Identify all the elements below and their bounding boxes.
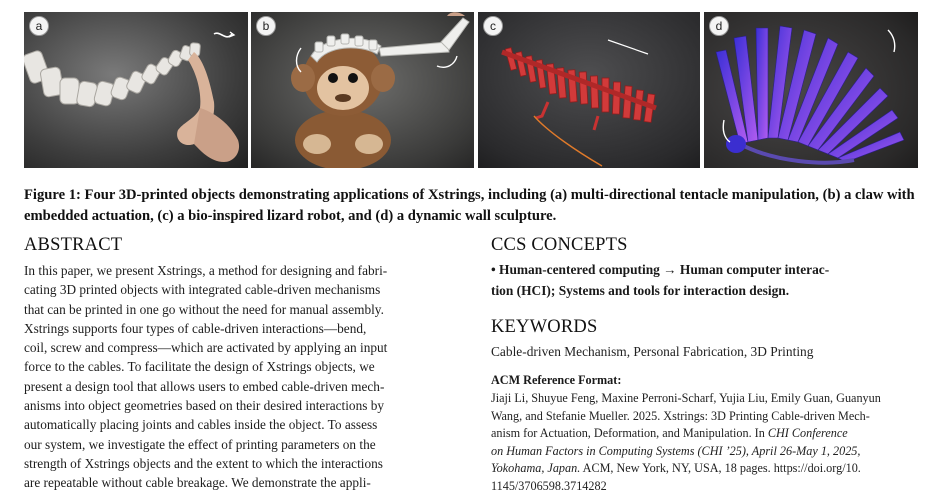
acm-reference-heading: ACM Reference Format: [491,373,622,387]
acm-reference-body [491,390,919,495]
abstract-line: coil, screw and compress—which are activated by applying an input [24,340,388,356]
abstract-line: that can be printed in one go without the need for manual assembly. [24,301,384,317]
abstract-line: automatically placing joints and cables inside the object. To assess [24,417,378,433]
acm-line: Wang, and Stefanie Mueller. 2025. Xstrings: 3D Printing Cable-driven Mech- [491,408,870,423]
ccs-body [491,260,919,301]
abstract-body [24,261,452,493]
panel-label-c: c [483,16,503,36]
panel-label-b: b [256,16,276,36]
panel-c-lizard-robot-photo [478,12,700,168]
ccs-heading: CCS CONCEPTS [491,235,628,255]
abstract-line: our system, we investigate the effect of printing parameters on the [24,436,376,452]
ccs-line: • Human-centered computing → Human computer interac- [491,262,830,277]
teaser-figure [24,12,918,168]
acm-line [491,425,919,443]
keywords-heading: KEYWORDS [491,317,598,337]
panel-d-wall-sculpture-photo [704,12,918,168]
abstract-line: present a design tool that allows users to embed cable-driven mech- [24,378,385,394]
panel-label-d: d [709,16,729,36]
keywords-text: Cable-driven Mechanism, Personal Fabrication, 3D Printing [491,344,814,359]
acm-line [491,460,919,478]
abstract-line: force to the cables. To facilitate the design of Xstrings objects, we [24,359,375,375]
acm-venue: CHI Conference [767,426,848,440]
abstract-line: are repeatable without cable breakage. We demonstrate the appli- [24,475,371,491]
panel-label-a: a [29,16,49,36]
abstract-line: In this paper, we present Xstrings, a method for designing and fabri- [24,263,388,278]
ccs-line: tion (HCI); Systems and tools for interaction design. [491,282,790,298]
panel-a-tentacle-photo [24,12,248,168]
abstract-heading: ABSTRACT [24,235,123,255]
abstract-line: cating 3D printed objects with integrated cable-driven mechanisms [24,282,381,298]
panel-b-claw-photo [251,12,474,168]
abstract-line: Xstrings supports four types of cable-driven interactions—bend, [24,320,367,336]
acm-location: Yokohama, Japan. [491,461,581,475]
figure-caption: Figure 1: Four 3D-printed objects demonstrating applications of Xstrings, including (a) multi-directional tentacle manipulation, (b) a claw with embedded actuation, (c) a bio-inspired lizard robot, and (d) a dynamic wall sculpture. [24,187,915,224]
acm-line: Jiaji Li, Shuyue Feng, Maxine Perroni-Scharf, Yujia Liu, Emily Guan, Guanyun [491,391,881,405]
acm-doi[interactable]: 1145/3706598.3714282 [491,478,607,493]
abstract-line: anisms into object geometries based on their desired interactions by [24,398,385,414]
acm-publisher: ACM, New York, NY, USA, 18 pages. https://doi.org/10. [580,461,861,475]
acm-venue-line: on Human Factors in Computing Systems (CHI ’25), April 26-May 1, 2025, [491,443,861,458]
acm-line3-text: anism for Actuation, Deformation, and Manipulation. In [491,426,768,440]
abstract-line: strength of Xstrings objects and the extent to which the interactions [24,455,383,471]
